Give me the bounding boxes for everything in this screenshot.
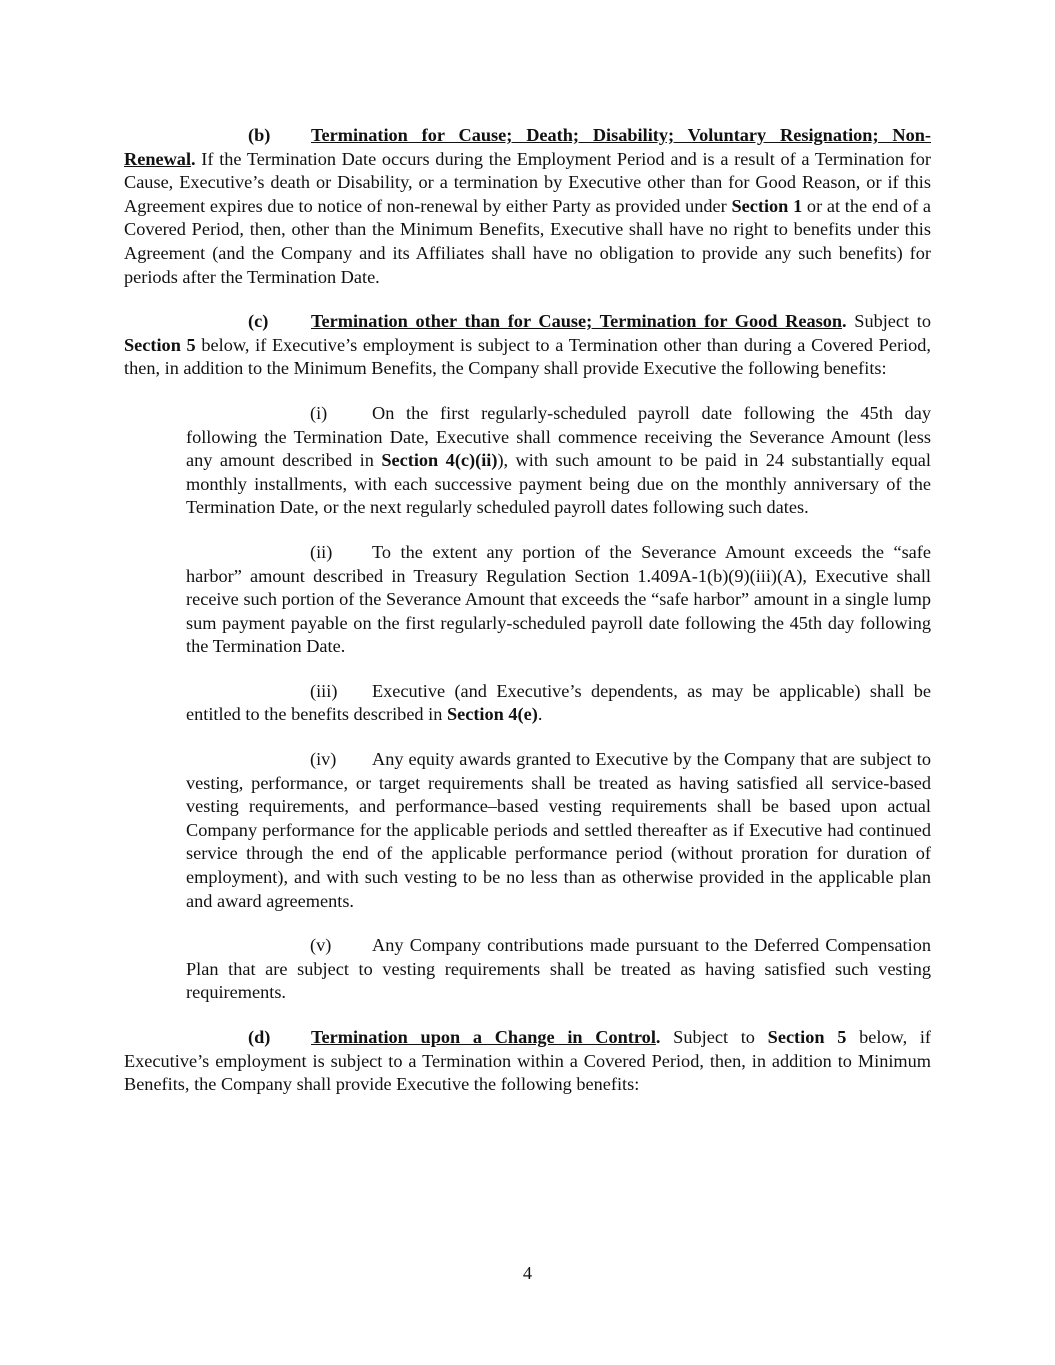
item-c-i-text-1: On the first regularly-scheduled payroll date following the 45th day following the Termination Date, Executive shall commence receiving the Severance Amount (less any amount described in	[186, 402, 931, 471]
page-number: 4	[522, 1263, 533, 1283]
document-page	[124, 124, 931, 1118]
section-c-text-1: Subject to	[854, 311, 932, 332]
section-c-ref-1: Section 5	[124, 334, 196, 355]
section-d-text-1: Subject to	[660, 1027, 768, 1047]
item-c-v-label: (v)	[310, 935, 332, 956]
section-d-text-2: below, if Executive’s employment is subject to a Termination within a Covered Period, then, in addition to Minimum Benefits, the Company shall provide Executive the following benefits:	[124, 1027, 932, 1095]
item-c-ii-paragraph	[186, 541, 931, 659]
section-b-paragraph: (b) Termination for Cause; Death; Disability; Voluntary Resignation; Non-Renewal. If the Termination Date occurs during the Employment Period and is a result of a Termination for Cause, Executive’s death or Disability, or a termination by Executive other than for Good Reason, or if this Agreement expires due to notice of non-renewal by either Party as provided under Section 1 or at the end of a Covered Period, then, other than the Minimum Benefits, Executive shall have no right to benefits under this Agreement (and the Company and its Affiliates shall have no obligation to provide any such benefits) for periods after the Termination Date.	[124, 125, 931, 287]
item-c-iv-paragraph	[186, 748, 931, 913]
item-c-iv-label: (iv)	[310, 749, 337, 770]
section-b-ref-1: Section 1	[731, 195, 803, 216]
item-c-iii-text-1: Executive (and Executive’s dependents, as may be applicable) shall be entitled to the benefits described in	[186, 680, 931, 725]
item-c-iii-paragraph	[186, 680, 931, 727]
section-d-heading: Termination upon a Change in Control	[311, 1027, 656, 1047]
section-c-paragraph: (c) Termination other than for Cause; Termination for Good Reason. Subject to Section 5 below, if Executive’s employment is subject to a Termination other than during a Covered Period, then, in addition to the Minimum Benefits, the Company shall provide Executive the following benefits:	[124, 311, 932, 379]
item-c-i-label: (i)	[310, 402, 328, 423]
section-c-heading: Termination other than for Cause; Termination for Good Reason	[311, 311, 843, 332]
item-c-iv-text: Any equity awards granted to Executive by the Company that are subject to vesting, performance, or target requirements shall be treated as having satisfied all service-based vesting requirements, and performance–based vesting requirements shall be based upon actual Company performance for the applicable periods and settled thereafter as if Executive had continued service through the end of the applicable performance period (without proration for duration of employment), and with such vesting to be no less than as otherwise provided in the applicable plan and award agreements.	[186, 749, 931, 911]
section-b-text-2: or at the end of a Covered Period, then, other than the Minimum Benefits, Executive shall have no right to benefits under this Agreement (and the Company and its Affiliates shall have no obligation to provide any such benefits) for periods after the Termination Date.	[124, 195, 931, 287]
section-d-label: (d)	[248, 1027, 271, 1047]
item-c-ii-label: (ii)	[310, 541, 333, 562]
item-c-i-text-2: ), with such amount to be paid in 24 substantially equal monthly installments, with each successive payment being due on the monthly anniversary of the Termination Date, or the next regularly scheduled payroll dates following such dates.	[186, 450, 931, 518]
item-c-v-text: Any Company contributions made pursuant to the Deferred Compensation Plan that are subject to vesting requirements shall be treated as having satisfied such vesting requirements.	[186, 935, 931, 1003]
item-c-i-paragraph	[186, 402, 931, 520]
section-c-text-2: below, if Executive’s employment is subject to a Termination other than during a Covered Period, then, in addition to the Minimum Benefits, the Company shall provide Executive the following benefits:	[124, 334, 931, 379]
item-c-i-ref-1: Section 4(c)(ii)	[381, 450, 498, 471]
section-b-heading: Termination for Cause; Death; Disability; Voluntary Resignation; Non-Renewal	[124, 125, 931, 169]
item-c-iii-label: (iii)	[310, 680, 338, 701]
section-c-label: (c)	[248, 311, 269, 332]
item-c-iii-text-2: .	[537, 704, 543, 725]
item-c-iii-ref-1: Section 4(e)	[446, 704, 538, 725]
item-c-v-paragraph	[186, 934, 931, 1005]
section-d-ref-1: Section 5	[767, 1027, 847, 1047]
section-b-text-1: If the Termination Date occurs during the Employment Period and is a result of a Termination for Cause, Executive’s death or Disability, or a termination by Executive other than for Good Reason, or if this Agreement expires due to notice of non-renewal by either Party as provided under	[124, 148, 931, 216]
section-b-label: (b)	[248, 125, 271, 145]
item-c-ii-text: To the extent any portion of the Severance Amount exceeds the “safe harbor” amount described in Treasury Regulation Section 1.409A-1(b)(9)(iii)(A), Executive shall receive such portion of the Severance Amount that exceeds the “safe harbor” amount in a single lump sum payment payable on the first regularly-scheduled payroll date following the 45th day following the Termination Date.	[186, 541, 931, 657]
section-d-paragraph: (d) Termination upon a Change in Control. Subject to Section 5 below, if Executive’s employment is subject to a Termination within a Covered Period, then, in addition to Minimum Benefits, the Company shall provide Executive the following benefits:	[124, 1027, 932, 1095]
